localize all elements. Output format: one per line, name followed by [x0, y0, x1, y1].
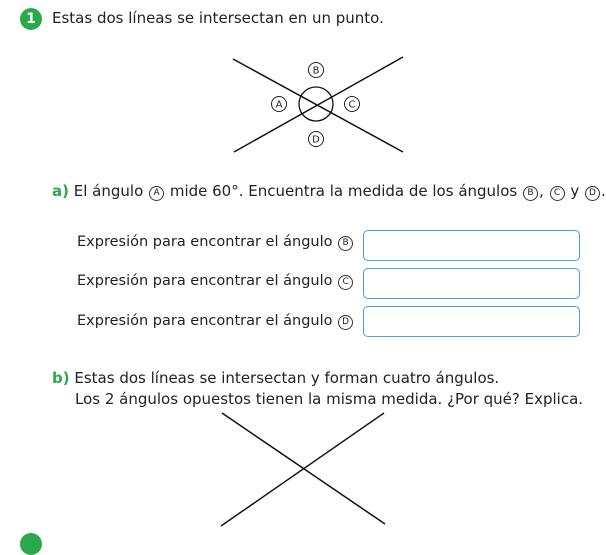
answer-box-angle-b[interactable] [363, 230, 580, 261]
expression-row-d [77, 313, 354, 330]
angle-c-symbol: C [550, 186, 565, 201]
angle-d-symbol: D [585, 186, 600, 201]
next-exercise-badge [20, 533, 42, 555]
part-b-label: b) [52, 369, 70, 387]
part-a-end: . [601, 182, 606, 200]
angle-label-d [309, 132, 324, 147]
intersecting-lines-diagram [0, 0, 598, 170]
exercise-statement: Estas dos líneas se intersectan en un punto. [52, 9, 384, 27]
angle-label-a [272, 97, 287, 112]
svg-text:A: A [275, 99, 283, 111]
part-b-text-1: Estas dos líneas se intersectan y forman cuatro ángulos. [74, 369, 500, 387]
exercise-number: 1 [26, 11, 36, 27]
part-b-line-1 [52, 369, 499, 387]
separator-y: y [570, 182, 580, 200]
angle-b-symbol: B [523, 186, 538, 201]
expression-row-b [77, 234, 354, 251]
row-angle-symbol: C [338, 275, 353, 290]
row-text: Expresión para encontrar el ángulo [77, 313, 333, 329]
svg-text:C: C [348, 99, 356, 111]
svg-text:B: B [312, 65, 320, 77]
intersecting-lines-diagram-2 [0, 405, 598, 541]
row-text: Expresión para encontrar el ángulo [77, 273, 333, 289]
row-angle-symbol: B [338, 236, 353, 251]
part-a-label: a) [52, 182, 69, 200]
angle-label-c [345, 97, 360, 112]
angle-a-symbol: A [149, 186, 164, 201]
row-text: Expresión para encontrar el ángulo [77, 234, 333, 250]
angle-label-b [309, 63, 324, 78]
part-a-text-2: mide 60°. Encuentra la medida de los ángulos [169, 182, 518, 200]
svg-text:D: D [312, 134, 320, 146]
part-a-text-1: El ángulo [73, 182, 144, 200]
line-4 [221, 413, 384, 526]
expression-row-c [77, 273, 354, 290]
separator-comma: , [538, 182, 544, 200]
answer-box-angle-c[interactable] [363, 268, 580, 299]
part-b-line-2: Los 2 ángulos opuestos tienen la misma medida. ¿Por qué? Explica. [75, 390, 584, 408]
row-angle-symbol: D [338, 315, 353, 330]
part-a-question [52, 182, 606, 201]
answer-box-angle-d[interactable] [363, 306, 580, 337]
